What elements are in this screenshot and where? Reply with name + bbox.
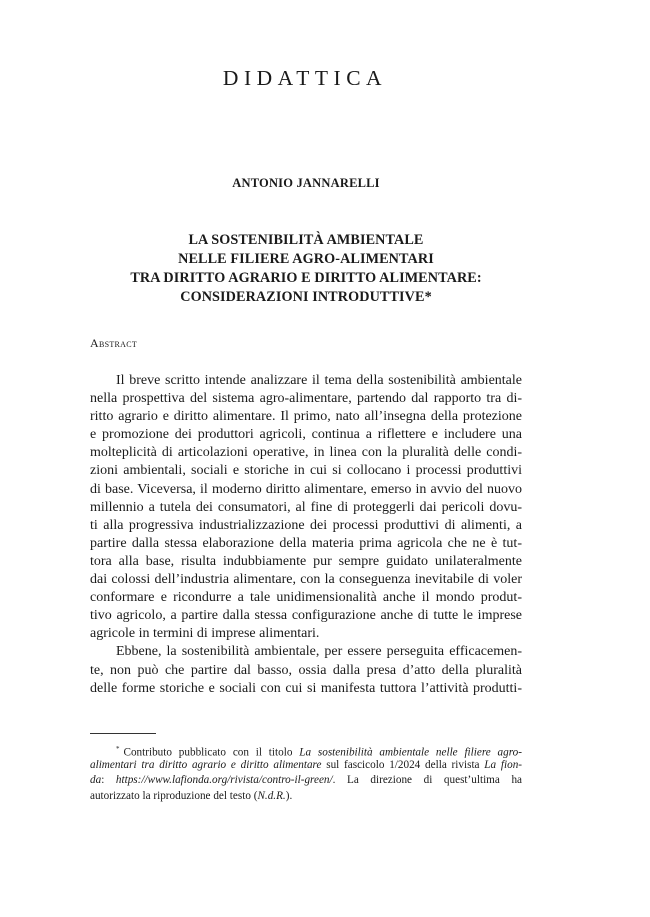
footnote-marker: *: [116, 745, 120, 753]
section-title: DIDATTICA: [222, 66, 388, 90]
footnote-italic-title: La sostenibilità ambientale nelle filiere agro-: [299, 746, 522, 758]
body-line: dai colossi dell’industria alimentare, con la conseguenza inevitabile di voler: [90, 572, 522, 588]
author-name: ANTONIO JANNARELLI: [232, 176, 380, 190]
footnote-text: autorizzato la riproduzione del testo (: [90, 789, 258, 802]
body-line: di base. Viceversa, il moderno diritto alimentare, emerso in avvio del nuovo: [90, 481, 522, 497]
title-line: TRA DIRITTO AGRARIO E DIRITTO ALIMENTARE:: [130, 270, 482, 286]
title-line: LA SOSTENIBILITÀ AMBIENTALE: [188, 232, 424, 248]
body-line: tivo agricolo, a partire dalla stessa configurazione anche di tutte le imprese: [90, 608, 522, 624]
body-line: te, non può che partire dal basso, ossia dalla presa d’atto della pluralità: [90, 662, 522, 678]
footnote-line: [90, 789, 522, 805]
title-line: CONSIDERAZIONI INTRODUTTIVE*: [180, 289, 432, 305]
body-line: ti alla progressiva industrializzazione dei processi produttivi di alimenti, a: [90, 517, 522, 533]
body-line: delle forme storiche e sociali con cui si manifesta tuttora l’attività produtti-: [90, 680, 522, 696]
footnote-text: ).: [285, 789, 293, 802]
footnote-text: :: [101, 774, 116, 787]
footnote-ndr: N.d.R.: [257, 789, 286, 802]
body-line: molteplicità di articolazioni operative, in linea con la pluralità delle condi-: [90, 445, 522, 461]
footnote-url: https://www.lafionda.org/rivista/contro-il-green/: [115, 774, 333, 787]
body-line: Ebbene, la sostenibilità ambientale, per essere perseguita efficacemen-: [116, 644, 522, 660]
body-line: tora alla base, risulta indubbiamente pur sempre guidato unilateralmente: [90, 553, 522, 569]
footnote-line: [90, 742, 522, 758]
body-line: ritto agrario e diritto alimentare. Il primo, nato all’insegna della protezione: [90, 409, 522, 425]
footnote-journal-name: La fion-: [484, 758, 522, 771]
body-line: zioni ambientali, sociali e storiche in cui si collocano i processi produttivi: [90, 463, 522, 479]
body-line: conformare e ricondurre a tale unidimensionalità anche il mondo produt-: [90, 590, 522, 606]
article-title: [90, 231, 522, 307]
body-line: partire dalla stessa elaborazione della materia prima agricola che ne è tut-: [90, 535, 522, 551]
footnote-separator: [90, 733, 156, 734]
footnote-italic-title: alimentari tra diritto agrario e diritto alimentare: [90, 758, 322, 771]
body-line: e promozione dei produttori agricoli, continua a riflettere e includere una: [90, 427, 522, 443]
body-line: nella prospettiva del sistema agro-alimentare, partendo dal rapporto tra di-: [90, 391, 522, 407]
footnote-line: [90, 773, 522, 789]
footnote-journal-name: da: [90, 774, 102, 787]
abstract-heading: Abstract: [90, 336, 138, 350]
title-line: NELLE FILIERE AGRO-ALIMENTARI: [178, 251, 434, 267]
body-line: millennio a tutela dei consumatori, al fine di proteggerli dai pericoli dovu-: [90, 499, 522, 515]
footnote: [90, 742, 522, 804]
abstract-body: [90, 372, 522, 698]
body-line: agricole in termini di imprese alimentari.: [90, 626, 320, 642]
body-line: Il breve scritto intende analizzare il tema della sostenibilità ambientale: [116, 373, 522, 388]
footnote-text: . La direzione di quest’ultima ha: [332, 774, 522, 787]
footnote-text: Contributo pubblicato con il titolo: [123, 746, 300, 758]
footnote-text: sul fascicolo 1/2024 della rivista: [321, 758, 485, 771]
footnote-line: [90, 758, 522, 774]
